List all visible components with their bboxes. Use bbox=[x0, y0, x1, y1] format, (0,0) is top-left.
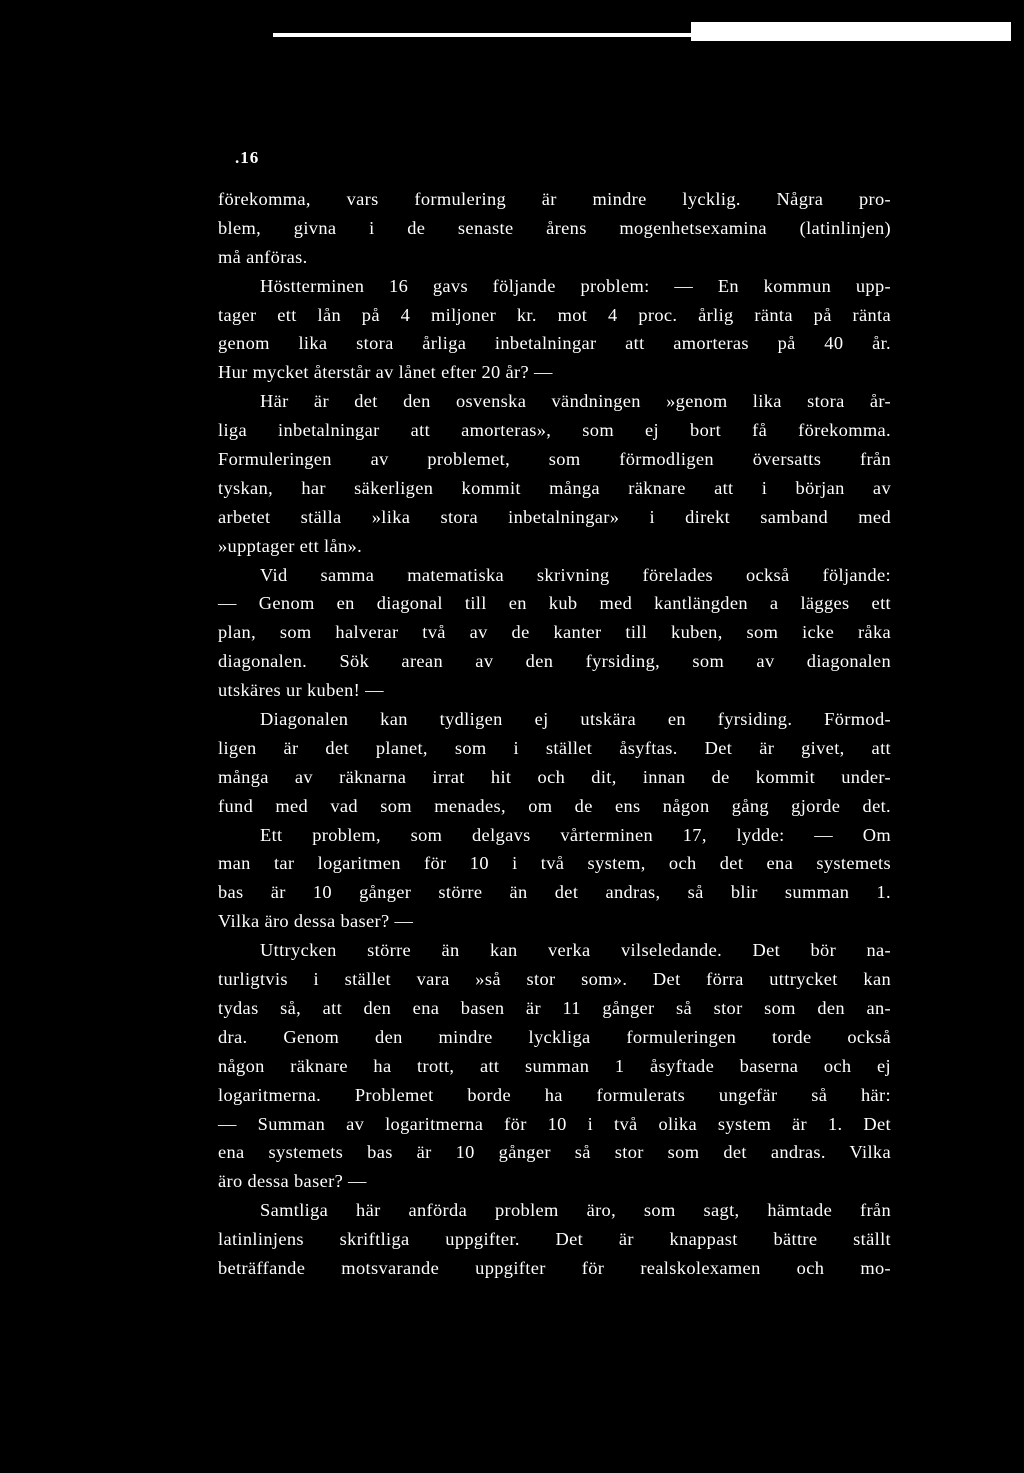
page-number: .16 bbox=[235, 148, 260, 167]
text-line: bas är 10 gånger större än det andras, så blir summan 1. bbox=[218, 882, 891, 903]
text-line: ena systemets bas är 10 gånger så stor som det andras. Vilka bbox=[218, 1142, 891, 1163]
text-line: Diagonalen kan tydligen ej utskära en fyrsiding. Förmod- bbox=[260, 709, 891, 730]
text-line: dra. Genom den mindre lyckliga formuleringen torde också bbox=[218, 1026, 891, 1047]
text-line: utskäres ur kuben! — bbox=[218, 680, 384, 701]
text-line: tager ett lån på 4 miljoner kr. mot 4 proc. årlig ränta på ränta bbox=[218, 304, 891, 325]
text-line: tyskan, har säkerligen kommit många räknare att i början av bbox=[218, 477, 891, 498]
text-line: plan, som halverar två av de kanter till kuben, som icke råka bbox=[218, 622, 891, 643]
text-line: genom lika stora årliga inbetalningar att amorteras på 40 år. bbox=[218, 333, 891, 354]
text-line: liga inbetalningar att amorteras», som ej bort få förekomma. bbox=[218, 420, 891, 441]
text-line: förekomma, vars formulering är mindre lycklig. Några pro- bbox=[218, 189, 891, 209]
text-line: — Genom en diagonal till en kub med kantlängden a lägges ett bbox=[218, 593, 891, 614]
text-line: beträffande motsvarande uppgifter för realskolexamen och mo- bbox=[218, 1257, 891, 1278]
text-line: latinlinjens skriftliga uppgifter. Det är knappast bättre ställt bbox=[218, 1229, 891, 1250]
text-line: Samtliga här anförda problem äro, som sagt, hämtade från bbox=[260, 1200, 891, 1221]
text-line: äro dessa baser? — bbox=[218, 1171, 367, 1192]
scan-edge-thick bbox=[691, 22, 1011, 41]
text-line: diagonalen. Sök arean av den fyrsiding, som av diagonalen bbox=[218, 651, 891, 672]
text-line: logaritmerna. Problemet borde ha formulerats ungefär så här: bbox=[218, 1084, 891, 1105]
text-line: Ett problem, som delgavs vårterminen 17, lydde: — Om bbox=[260, 824, 891, 845]
text-line: — Summan av logaritmerna för 10 i två olika system är 1. Det bbox=[218, 1113, 891, 1134]
text-line: Höstterminen 16 gavs följande problem: — En kommun upp- bbox=[260, 275, 891, 296]
text-line: många av räknarna irrat hit och dit, innan de kommit under- bbox=[218, 766, 891, 787]
text-line: fund med vad som menades, om de ens någon gång gjorde det. bbox=[218, 795, 891, 816]
text-line: Vid samma matematiska skrivning förelades också följande: bbox=[260, 564, 891, 585]
text-line: Uttrycken större än kan verka vilseledande. Det bör na- bbox=[260, 940, 891, 961]
text-line: Här är det den osvenska vändningen »genom lika stora år- bbox=[260, 391, 891, 412]
text-line: »upptager ett lån». bbox=[218, 535, 363, 556]
text-line: må anföras. bbox=[218, 246, 308, 267]
text-line: tydas så, att den ena basen är 11 gånger så stor som den an- bbox=[218, 997, 891, 1018]
text-line: Hur mycket återstår av lånet efter 20 år? — bbox=[218, 362, 553, 383]
body-text bbox=[218, 185, 891, 1283]
scan-edge-thin bbox=[273, 33, 691, 37]
text-line: ligen är det planet, som i stället åsyftas. Det är givet, att bbox=[218, 737, 891, 758]
text-line: man tar logaritmen för 10 i två system, och det ena systemets bbox=[218, 853, 891, 874]
text-line: blem, givna i de senaste årens mogenhetsexamina (latinlinjen) bbox=[218, 217, 891, 238]
text-line: någon räknare ha trott, att summan 1 åsyftade baserna och ej bbox=[218, 1055, 891, 1076]
text-line: turligtvis i stället vara »så stor som». Det förra uttrycket kan bbox=[218, 969, 891, 990]
text-line: Formuleringen av problemet, som förmodligen översatts från bbox=[218, 449, 891, 470]
text-line: Vilka äro dessa baser? — bbox=[218, 911, 414, 932]
text-line: arbetet ställa »lika stora inbetalningar» i direkt samband med bbox=[218, 506, 891, 527]
